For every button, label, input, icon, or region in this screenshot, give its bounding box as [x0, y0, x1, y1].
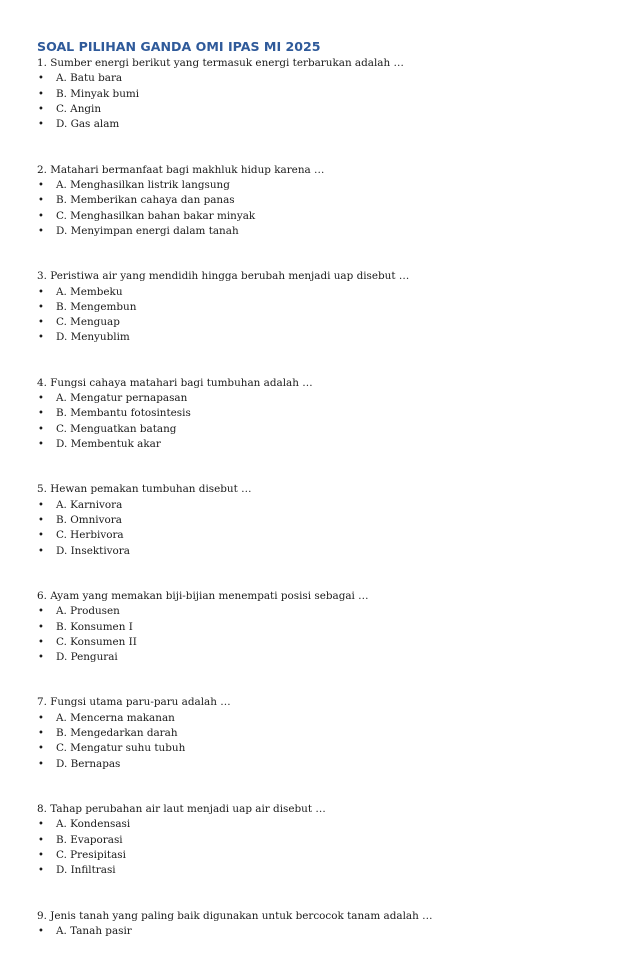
option-label: D. Membentuk akar: [56, 438, 161, 451]
option-label: D. Infiltrasi: [56, 864, 116, 877]
bullet-icon: •: [38, 73, 44, 85]
option-label: A. Membeku: [56, 285, 123, 298]
option-label: A. Mencerna makanan: [56, 711, 175, 724]
bullet-icon: •: [38, 530, 44, 542]
option-list: [37, 498, 607, 559]
option-item: [37, 544, 607, 559]
question-block: [37, 482, 607, 559]
option-item: [37, 741, 607, 756]
option-item: [37, 300, 607, 315]
option-item: [37, 102, 607, 117]
bullet-icon: •: [38, 103, 44, 115]
bullet-icon: •: [38, 636, 44, 648]
question-block: [37, 56, 607, 133]
question-list: [37, 56, 607, 939]
option-item: [37, 209, 607, 224]
option-label: D. Pengurai: [56, 651, 118, 664]
bullet-icon: •: [38, 195, 44, 207]
option-label: D. Menyublim: [56, 331, 130, 344]
option-item: [37, 863, 607, 878]
option-item: [37, 315, 607, 330]
option-label: A. Batu bara: [56, 72, 123, 85]
option-label: A. Mengatur pernapasan: [56, 392, 188, 405]
option-item: [37, 620, 607, 635]
bullet-icon: •: [38, 545, 44, 557]
option-item: [37, 406, 607, 421]
option-list: [37, 391, 607, 452]
option-item: [37, 391, 607, 406]
option-label: A. Menghasilkan listrik langsung: [56, 178, 230, 191]
option-label: C. Menguap: [56, 316, 120, 329]
option-item: [37, 513, 607, 528]
question-block: [37, 269, 607, 346]
question-text: 1. Sumber energi berikut yang termasuk energi terbarukan adalah …: [37, 57, 404, 69]
option-label: D. Menyimpan energi dalam tanah: [56, 224, 239, 237]
bullet-icon: •: [38, 758, 44, 770]
question-block: [37, 589, 607, 666]
option-label: B. Mengedarkan darah: [56, 727, 178, 740]
bullet-icon: •: [38, 865, 44, 877]
bullet-icon: •: [38, 728, 44, 740]
spacer: [37, 346, 607, 376]
option-item: [37, 71, 607, 86]
option-item: [37, 422, 607, 437]
question-text: 4. Fungsi cahaya matahari bagi tumbuhan adalah …: [37, 376, 313, 389]
option-item: [37, 87, 607, 102]
question-block: [37, 695, 607, 772]
option-list: [37, 817, 607, 878]
bullet-icon: •: [38, 652, 44, 664]
bullet-icon: •: [38, 286, 44, 298]
option-label: D. Gas alam: [56, 118, 120, 131]
bullet-icon: •: [38, 88, 44, 100]
bullet-icon: •: [38, 819, 44, 831]
spacer: [37, 133, 607, 163]
bullet-icon: •: [38, 317, 44, 329]
option-item: [37, 924, 607, 939]
option-item: [37, 285, 607, 300]
bullet-icon: •: [38, 408, 44, 420]
option-item: [37, 650, 607, 665]
option-list: [37, 711, 607, 772]
option-label: C. Herbivora: [56, 529, 124, 542]
question-text: 3. Peristiwa air yang mendidih hingga berubah menjadi uap disebut …: [37, 270, 410, 283]
option-list: [37, 178, 607, 239]
option-item: [37, 498, 607, 513]
bullet-icon: •: [38, 210, 44, 222]
spacer: [37, 559, 607, 589]
bullet-icon: •: [38, 926, 44, 938]
option-label: C. Mengatur suhu tubuh: [56, 742, 186, 755]
question-text: 7. Fungsi utama paru-paru adalah …: [37, 696, 231, 709]
bullet-icon: •: [38, 606, 44, 618]
option-label: A. Produsen: [56, 605, 120, 618]
option-label: B. Memberikan cahaya dan panas: [56, 194, 235, 207]
option-item: [37, 437, 607, 452]
spacer: [37, 772, 607, 802]
option-label: B. Evaporasi: [56, 833, 123, 846]
option-item: [37, 193, 607, 208]
bullet-icon: •: [38, 301, 44, 313]
spacer: [37, 665, 607, 695]
bullet-icon: •: [38, 393, 44, 405]
spacer: [37, 879, 607, 909]
option-label: A. Kondensasi: [56, 818, 131, 831]
question-text: 2. Matahari bermanfaat bagi makhluk hidup karena …: [37, 163, 325, 176]
question-text: 6. Ayam yang memakan biji-bijian menempati posisi sebagai …: [37, 589, 369, 602]
option-item: [37, 604, 607, 619]
option-item: [37, 117, 607, 132]
question-block: [37, 163, 607, 240]
option-label: B. Konsumen I: [56, 620, 133, 633]
option-label: C. Presipitasi: [56, 849, 126, 862]
document-title: SOAL PILIHAN GANDA OMI IPAS MI 2025: [37, 39, 321, 54]
bullet-icon: •: [38, 119, 44, 131]
spacer: [37, 239, 607, 269]
option-label: C. Menguatkan batang: [56, 422, 177, 435]
option-label: C. Angin: [56, 102, 102, 115]
option-list: [37, 604, 607, 665]
option-list: [37, 71, 607, 132]
bullet-icon: •: [38, 332, 44, 344]
option-label: D. Insektivora: [56, 544, 130, 557]
option-label: A. Tanah pasir: [56, 925, 132, 938]
option-label: B. Omnivora: [56, 514, 122, 526]
option-item: [37, 726, 607, 741]
option-item: [37, 635, 607, 650]
question-block: [37, 909, 607, 940]
option-label: B. Mengembun: [56, 300, 137, 313]
bullet-icon: •: [38, 850, 44, 862]
question-block: [37, 802, 607, 879]
bullet-icon: •: [38, 423, 44, 435]
spacer: [37, 452, 607, 482]
question-block: [37, 376, 607, 453]
question-text: 9. Jenis tanah yang paling baik digunakan untuk bercocok tanam adalah …: [37, 909, 433, 922]
bullet-icon: •: [38, 743, 44, 755]
question-text: 8. Tahap perubahan air laut menjadi uap air disebut …: [37, 803, 326, 816]
option-label: A. Karnivora: [56, 498, 123, 511]
option-label: B. Membantu fotosintesis: [56, 407, 191, 420]
option-label: C. Konsumen II: [56, 635, 137, 648]
option-item: [37, 757, 607, 772]
bullet-icon: •: [38, 225, 44, 237]
bullet-icon: •: [38, 621, 44, 633]
bullet-icon: •: [38, 439, 44, 451]
option-list: [37, 285, 607, 346]
bullet-icon: •: [38, 515, 44, 526]
bullet-icon: •: [38, 179, 44, 191]
option-list: [37, 924, 607, 939]
option-item: [37, 224, 607, 239]
option-item: [37, 833, 607, 848]
option-label: D. Bernapas: [56, 757, 121, 770]
option-label: B. Minyak bumi: [56, 87, 140, 100]
bullet-icon: •: [38, 712, 44, 724]
question-text: 5. Hewan pemakan tumbuhan disebut …: [37, 483, 252, 496]
bullet-icon: •: [38, 834, 44, 846]
document-page: [37, 38, 607, 939]
option-item: [37, 848, 607, 863]
option-item: [37, 817, 607, 832]
option-item: [37, 330, 607, 345]
option-item: [37, 528, 607, 543]
option-item: [37, 711, 607, 726]
bullet-icon: •: [38, 499, 44, 511]
option-item: [37, 178, 607, 193]
option-label: C. Menghasilkan bahan bakar minyak: [56, 209, 256, 222]
